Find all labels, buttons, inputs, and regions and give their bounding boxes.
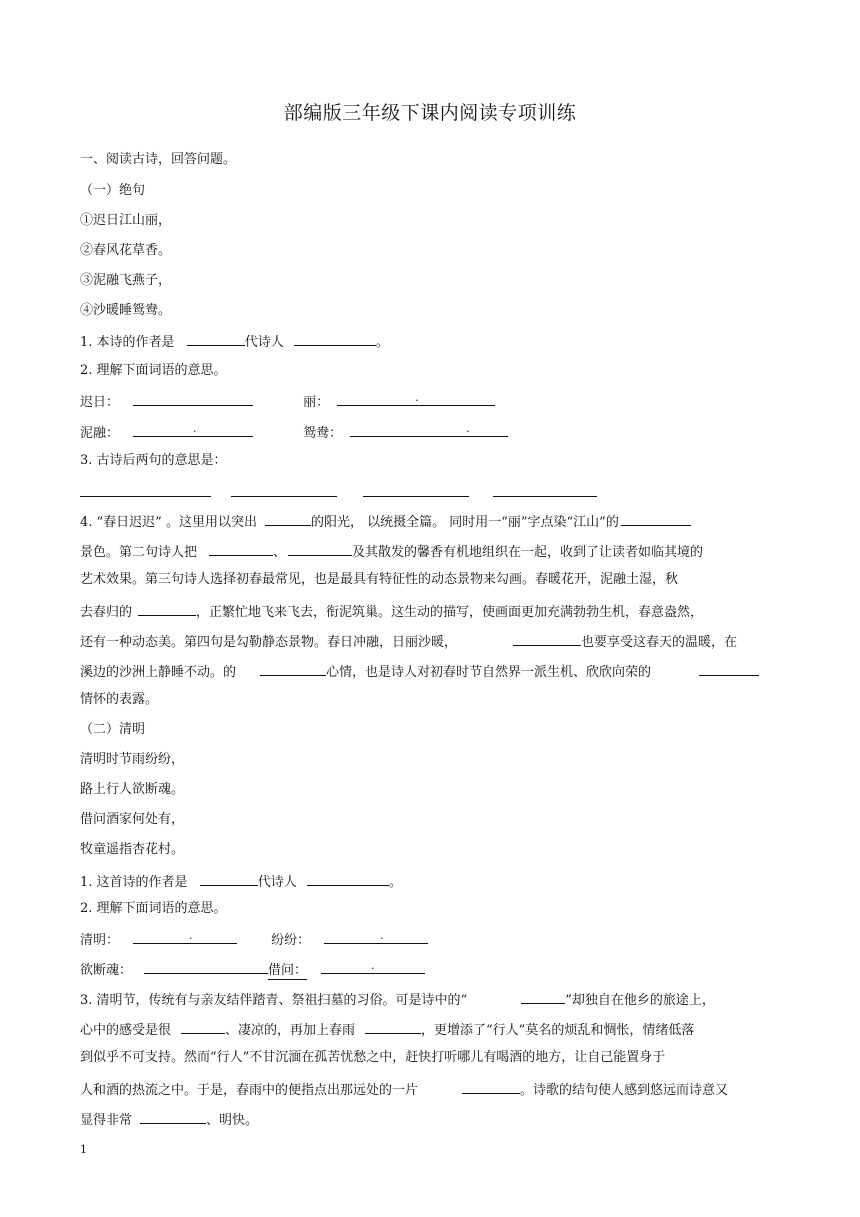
word-row: 迟日： 丽： . bbox=[80, 392, 495, 411]
poem1-line: ③泥融飞燕子， bbox=[80, 273, 172, 288]
answer-blank[interactable] bbox=[493, 483, 597, 497]
question-1-1: 1. 本诗的作者是 代诗人 。 bbox=[80, 332, 389, 351]
question-2-3-line: 显得非常 、明快。 bbox=[80, 1110, 258, 1129]
answer-blank[interactable]: . bbox=[337, 392, 495, 406]
answer-blank[interactable] bbox=[200, 872, 258, 886]
question-1-4-line: 情怀的表露。 bbox=[80, 692, 159, 707]
answer-blank[interactable]: . bbox=[350, 423, 508, 437]
question-2-3-line: 人和酒的热流之中。于是，春雨中的便指点出那远处的一片 。诗歌的结句使人感到悠远而诗意又 bbox=[80, 1080, 728, 1099]
answer-blank[interactable] bbox=[181, 1020, 225, 1034]
answer-blank[interactable] bbox=[140, 1110, 206, 1124]
poem1-line: ④沙暖睡鸳鸯。 bbox=[80, 303, 172, 318]
question-1-2: 2. 理解下面词语的意思。 bbox=[80, 363, 227, 378]
question-2-2: 2. 理解下面词语的意思。 bbox=[80, 901, 227, 916]
answer-lines bbox=[80, 483, 597, 502]
question-2-3-line: 到似乎不可支持。然而“行人”不甘沉湎在孤苦忧愁之中，赶快打听哪儿有喝酒的地方，让自己能置身于 bbox=[80, 1050, 666, 1065]
answer-blank[interactable] bbox=[699, 662, 759, 676]
answer-blank[interactable] bbox=[294, 332, 376, 346]
answer-blank[interactable] bbox=[265, 512, 311, 526]
answer-blank[interactable]: . bbox=[324, 930, 428, 944]
answer-blank[interactable] bbox=[138, 602, 196, 616]
question-1-4-line: 溪边的沙洲上静睡不动。的 心情，也是诗人对初春时节自然界一派生机、欣欣向荣的 bbox=[80, 662, 759, 681]
answer-blank[interactable] bbox=[187, 332, 245, 346]
answer-blank[interactable] bbox=[80, 483, 211, 497]
answer-blank[interactable] bbox=[307, 872, 389, 886]
question-2-1: 1. 这首诗的作者是 代诗人 。 bbox=[80, 872, 402, 891]
poem1-line: ②春风花草香。 bbox=[80, 243, 172, 258]
question-1-4-line: 还有一种动态美。第四句是勾勒静态景物。春日冲融，日丽沙暖， 也要享受这春天的温暖，在 bbox=[80, 632, 737, 651]
question-1-4-line: 景色。第二句诗人把 、 及其散发的馨香有机地组织在一起，收到了让读者如临其境的 bbox=[80, 542, 703, 561]
answer-blank[interactable] bbox=[144, 960, 268, 974]
poem2-line: 借问酒家何处有， bbox=[80, 812, 185, 827]
answer-blank[interactable] bbox=[231, 483, 337, 497]
answer-blank[interactable] bbox=[513, 632, 581, 646]
answer-blank[interactable] bbox=[260, 662, 326, 676]
poem1-line: ①迟日江山丽， bbox=[80, 213, 172, 228]
word-row: 欲断魂： 借问： . bbox=[80, 960, 425, 980]
question-1-4-line: 去春归的 ，正繁忙地飞来飞去，衔泥筑巢。这生动的描写，使画面更加充满勃勃生机，春意盎然， bbox=[80, 602, 703, 621]
answer-blank[interactable]: . bbox=[133, 930, 237, 944]
section-heading: 一、阅读古诗，回答问题。 bbox=[80, 152, 237, 167]
question-1-4-line: 艺术效果。第三句诗人选择初春最常见，也是最具有特征性的动态景物来勾画。春暖花开，泥融土湿，秋 bbox=[80, 572, 679, 587]
part1-heading: （一）绝句 bbox=[80, 183, 146, 198]
word-row: 清明： . 纷纷： . bbox=[80, 930, 428, 949]
answer-blank[interactable] bbox=[133, 392, 253, 406]
answer-blank[interactable] bbox=[621, 512, 691, 526]
question-2-3-line: 3. 清明节，传统有与亲友结伴踏青、祭祖扫墓的习俗。可是诗中的“ ”却独自在他乡的旅途上， bbox=[80, 990, 715, 1009]
page-number: 1 bbox=[80, 1143, 87, 1156]
answer-blank[interactable] bbox=[462, 1080, 520, 1094]
question-2-3-line: 心中的感受是很 、凄凉的，再加上春雨 ，更增添了“行人”莫名的烦乱和惆怅，情绪低落 bbox=[80, 1020, 694, 1039]
question-1-3: 3. 古诗后两句的意思是： bbox=[80, 453, 227, 468]
poem2-line: 牧童遥指杏花村。 bbox=[80, 842, 185, 857]
page-title: 部编版三年级下课内阅读专项训练 bbox=[283, 102, 577, 124]
poem2-line: 清明时节雨纷纷， bbox=[80, 752, 185, 767]
question-1-4-line: 4. “春日迟迟” 。这里用以突出 的阳光， 以统摄全篇。 同时用一“丽”字点染“江山”的 bbox=[80, 512, 691, 531]
poem2-line: 路上行人欲断魂。 bbox=[80, 782, 185, 797]
part2-heading: （二）清明 bbox=[80, 722, 146, 737]
answer-blank[interactable] bbox=[209, 542, 273, 556]
answer-blank[interactable] bbox=[288, 542, 352, 556]
answer-blank[interactable] bbox=[365, 1020, 421, 1034]
word-row: 泥融： . 鸳鸯： . bbox=[80, 423, 508, 442]
answer-blank[interactable] bbox=[521, 990, 565, 1004]
answer-blank[interactable] bbox=[363, 483, 469, 497]
answer-blank[interactable]: . bbox=[133, 423, 253, 437]
answer-blank[interactable]: . bbox=[321, 960, 425, 974]
